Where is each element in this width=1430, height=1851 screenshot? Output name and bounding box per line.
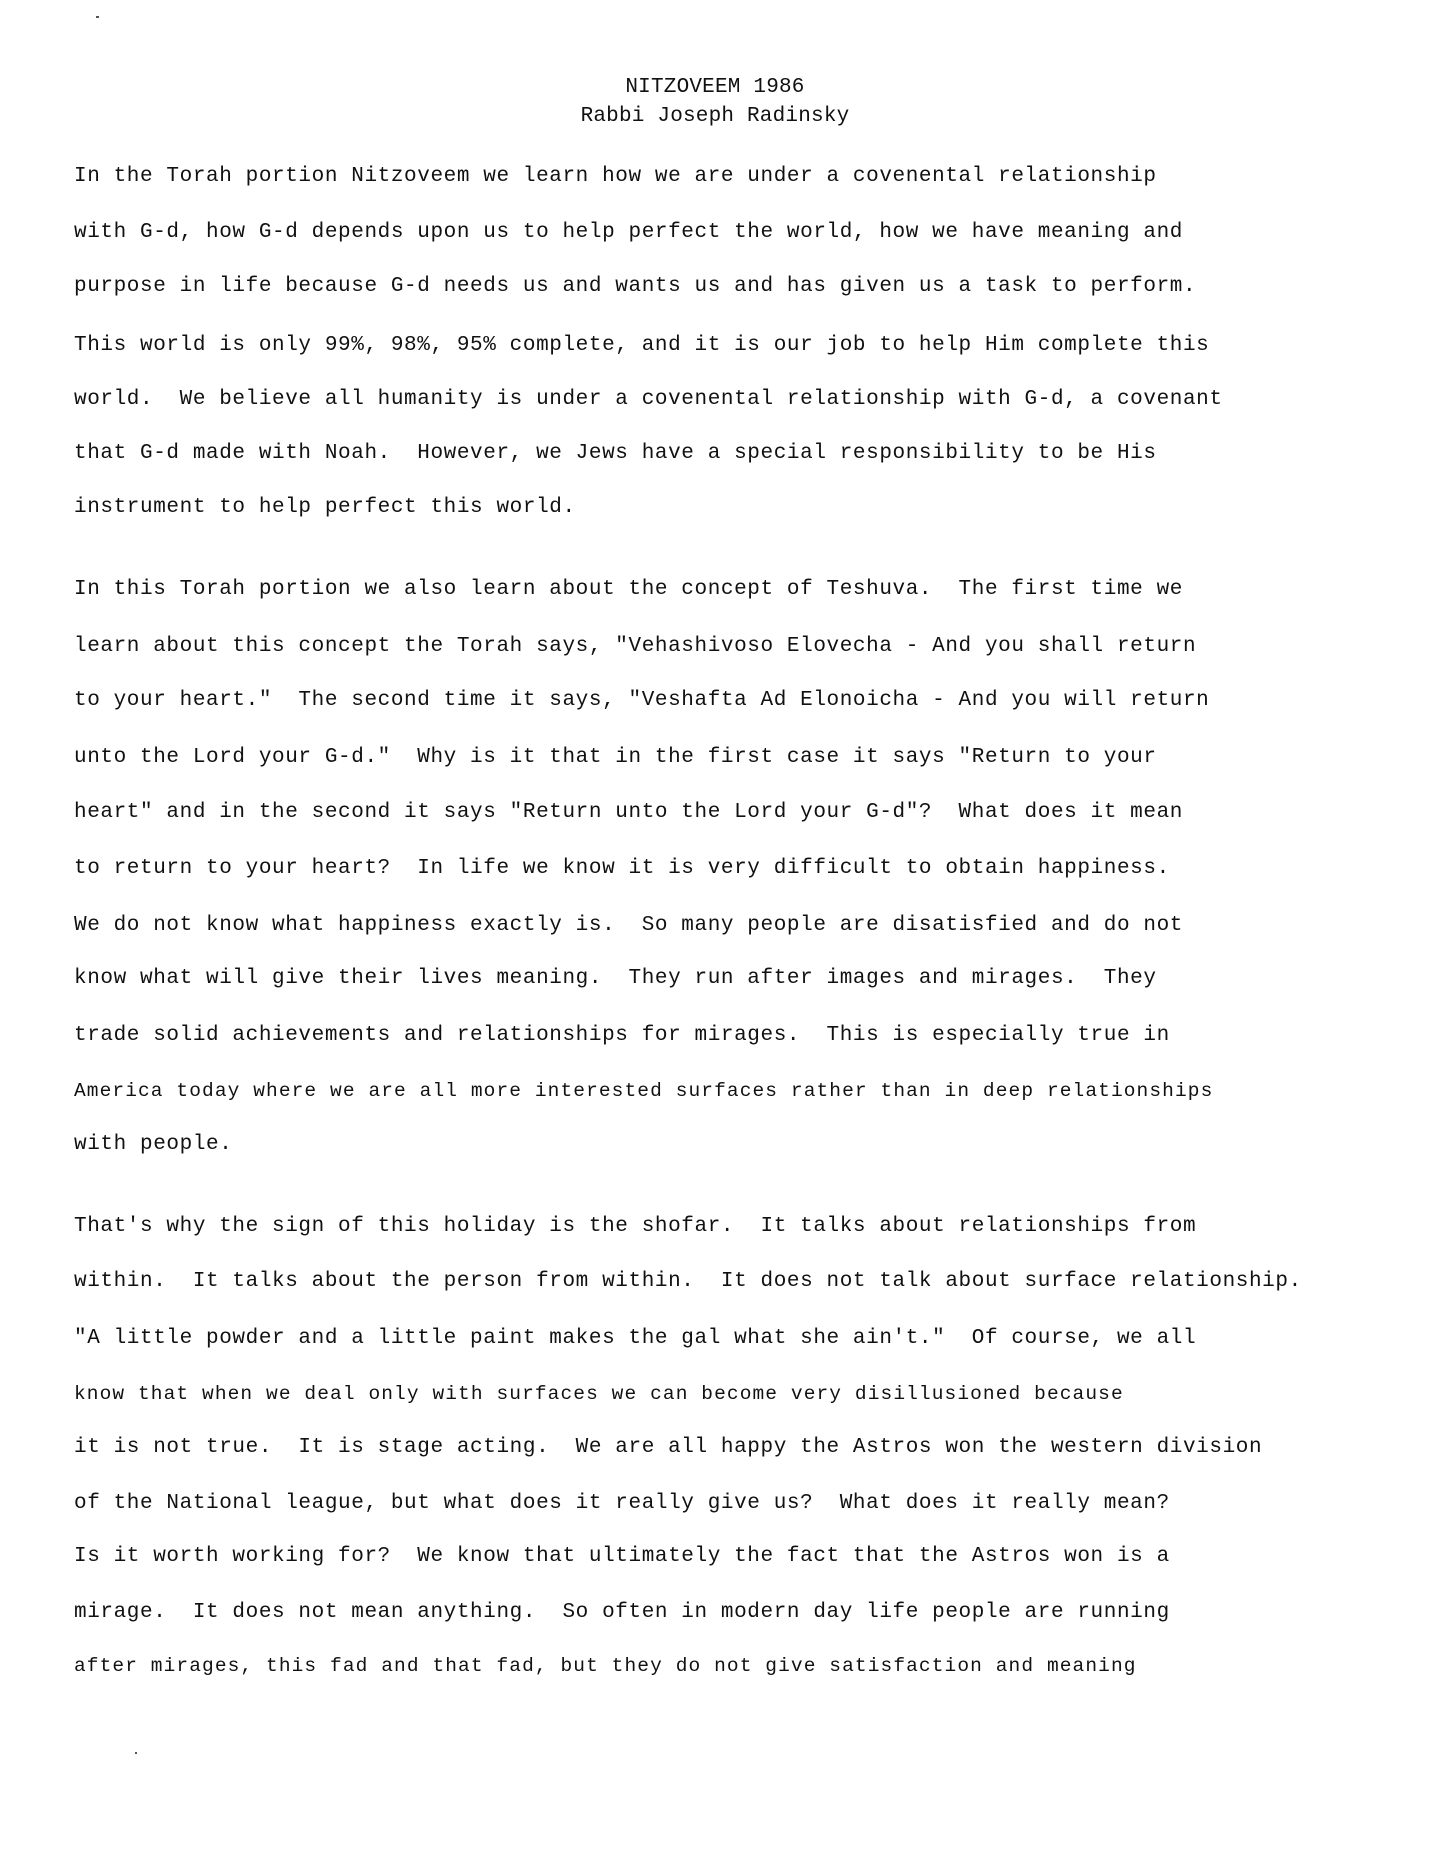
paragraph-3-line-9: after mirages, this fad and that fad, but they do not give satisfaction and meaning [74, 1655, 1137, 1677]
paragraph-1-line-1: In the Torah portion Nitzoveem we learn how we are under a covenental relationship [74, 165, 1157, 188]
paragraph-2-line-8: know what will give their lives meaning. They run after images and mirages. They [74, 967, 1157, 990]
scan-speck [96, 16, 99, 18]
scan-speck [135, 1752, 137, 1754]
paragraph-2-line-7: We do not know what happiness exactly is. So many people are disatisfied and do not [74, 914, 1183, 937]
paragraph-2-line-5: heart" and in the second it says "Return unto the Lord your G-d"? What does it mean [74, 801, 1183, 824]
paragraph-2-line-11: with people. [74, 1133, 233, 1156]
paragraph-2-line-1: In this Torah portion we also learn about the concept of Teshuva. The first time we [74, 578, 1183, 601]
paragraph-3-line-4: know that when we deal only with surfaces we can become very disillusioned because [74, 1383, 1124, 1405]
paragraph-2-line-4: unto the Lord your G-d." Why is it that in the first case it says "Return to your [74, 746, 1157, 769]
paragraph-3-line-2: within. It talks about the person from within. It does not talk about surface relationship. [74, 1270, 1302, 1293]
document-title: NITZOVEEM 1986 [625, 76, 805, 99]
paragraph-3-line-5: it is not true. It is stage acting. We are all happy the Astros won the western division [74, 1436, 1263, 1459]
paragraph-2-line-10: America today where we are all more interested surfaces rather than in deep relationships [74, 1080, 1214, 1102]
paragraph-1-line-3: purpose in life because G-d needs us and wants us and has given us a task to perform. [74, 275, 1197, 298]
paragraph-3-line-3: "A little powder and a little paint makes the gal what she ain't." Of course, we all [74, 1327, 1197, 1350]
paragraph-2-line-2: learn about this concept the Torah says, "Vehashivoso Elovecha - And you shall return [74, 635, 1197, 658]
paragraph-1-line-4: This world is only 99%, 98%, 95% complete, and it is our job to help Him complete this [74, 334, 1210, 357]
paragraph-3-line-7: Is it worth working for? We know that ultimately the fact that the Astros won is a [74, 1545, 1170, 1568]
paragraph-1-line-2: with G-d, how G-d depends upon us to help perfect the world, how we have meaning and [74, 221, 1183, 244]
paragraph-3-line-8: mirage. It does not mean anything. So often in modern day life people are running [74, 1601, 1170, 1624]
document-author: Rabbi Joseph Radinsky [580, 105, 850, 128]
paragraph-2-line-3: to your heart." The second time it says, "Veshafta Ad Elonoicha - And you will return [74, 689, 1210, 712]
paragraph-1-line-6: that G-d made with Noah. However, we Jews have a special responsibility to be His [74, 442, 1157, 465]
paragraph-3-line-6: of the National league, but what does it really give us? What does it really mean? [74, 1492, 1170, 1515]
paragraph-1-line-5: world. We believe all humanity is under a covenental relationship with G-d, a covenant [74, 388, 1223, 411]
paragraph-3-line-1: That's why the sign of this holiday is the shofar. It talks about relationships from [74, 1215, 1197, 1238]
paragraph-2-line-6: to return to your heart? In life we know it is very difficult to obtain happiness. [74, 857, 1170, 880]
paragraph-2-line-9: trade solid achievements and relationships for mirages. This is especially true in [74, 1024, 1170, 1047]
paragraph-1-line-7: instrument to help perfect this world. [74, 496, 576, 519]
